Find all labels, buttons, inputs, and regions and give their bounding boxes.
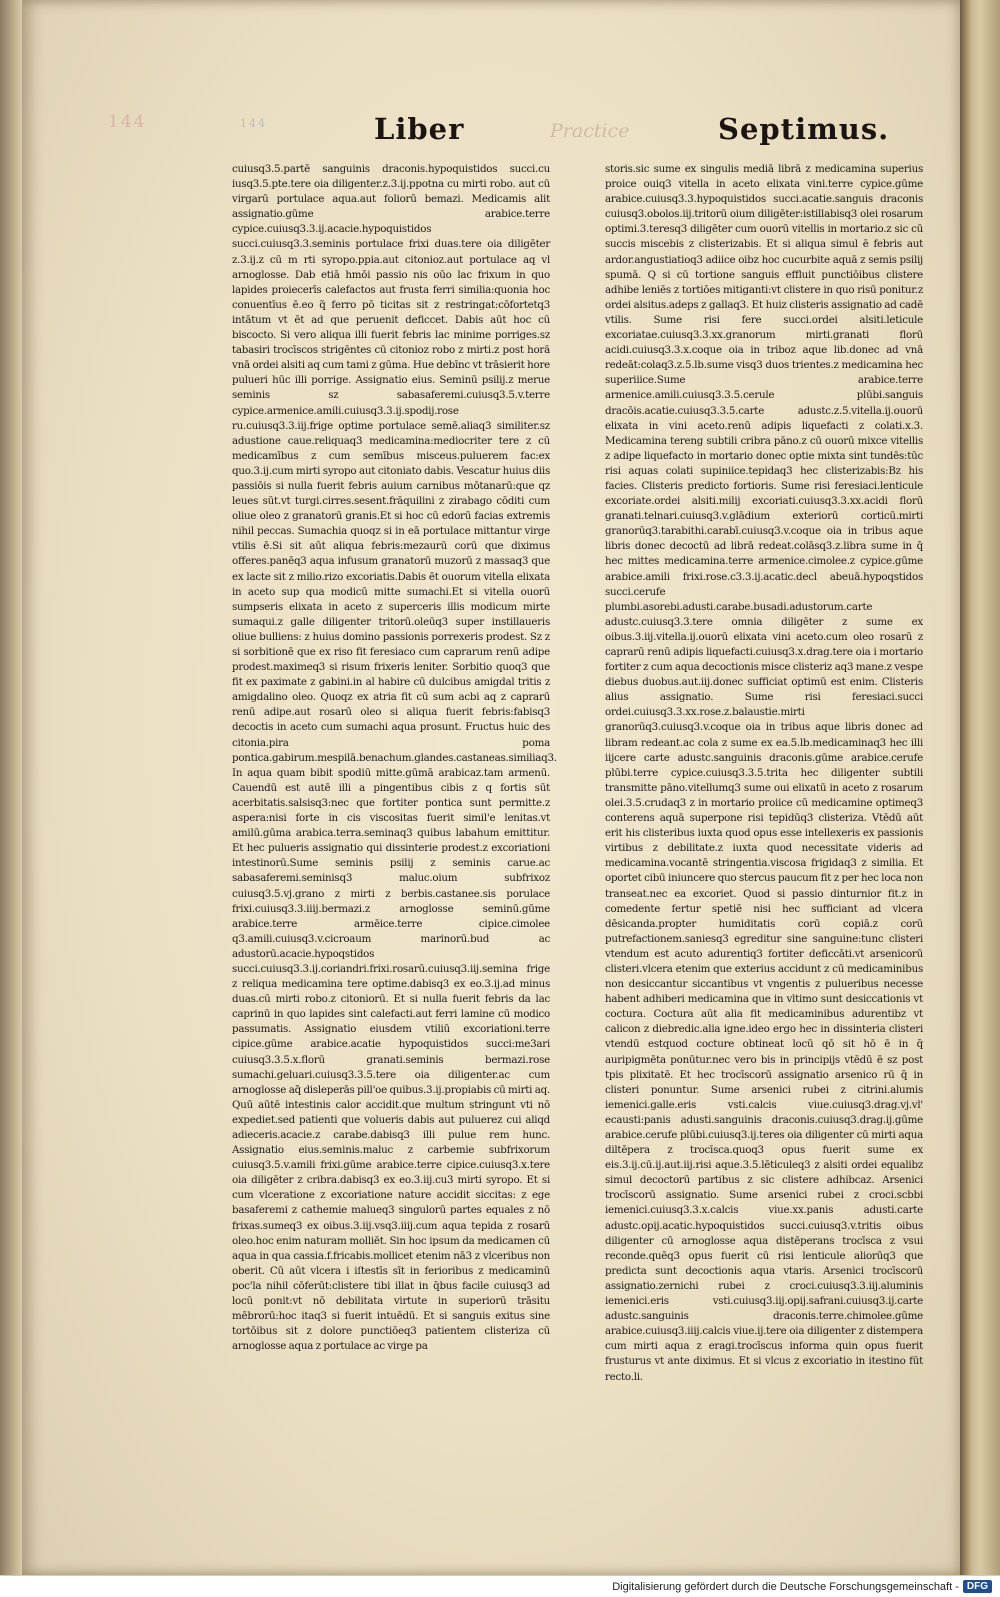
- pencil-folio-note-small: 144: [240, 117, 267, 130]
- text-column-left: [232, 162, 557, 1353]
- running-header-practice: Practice: [550, 120, 630, 142]
- right-column-text: storis.sic sume ex singulis mediā librā z medicamina superius proice ouiq3 vitella in aceto elixata vini.terre cypice.gūme arabice.cuiusq3.3.hypoquistidos succi.acatie.sanguis draconis cuiusq3.obolos.iij.tritorū oium diligēter:istillabisq3 olei rosarum optimi.3.teresq3 diligēter cum ouorū vitellis in mortario.z sic cū succis miscebis z clisterizabis. Et si aliqua simul ē febris aut ardor.angustiatioq3 adiice oibz hoc cucurbite aquā z semis psilij spumā. Q si cū tortione sanguis effluit punctiōibus clistere adhibe leniēs z tortiōes mitiganti:vt clistere in quo risū ponitur.z ordei alsitus.adeps z gallaq3. Et huiz clisteris assignatio ad cadē vtilis. Sume risi fere succi.ordei alsiti.leticule excoriatae.cuiusq3.3.xx.granorum mirti.granati florū acidi.cuiusq3.3.x.coque oia in triboz aque lib.donec ad vnā redeāt:colaq3.z.5.lb.sume visq3 duos trientes.z medicamina hec superiiice.Sume arabice.terre armenice.amili.cuiusq3.3.5.cerule plūbi.sanguis dracōis.acatie.cuiusq3.3.5.carte adustc.z.5.vitella.ij.ouorū elixata in vini aceto.renū adipis liquefacti z colati.x.3. Medicamina tereng subtili cribra pāno.z cū ouorū mixce vitellis z adipe liquefacto in mortario donec optie mixta sint tundēs:tūc risi aquas colati supiniice.tepidaq3 hec clisterizabis:Bz his facies. Clisteris predicto fortioris. Sume risi feresiaci.lenticule excoriate.ordei alsiti.milij excoriati.cuiusq3.3.xx.acidi florū granati.telnari.cuiusq3.v.glādium exteriorū corticū.mirti granorūq3.tarabithi.carabī.cuiusq3.v.coque oia in tribus aque libris donec decoctū ad librā redeat.colāsq3.z.libra sume in q̄ hec mittes medicamina.terre armenice.cimolee.z cypice.gūme arabice.amili frixi.rose.c3.3.ij.acatic.decl abeuā.hypoqstidos succi.cerufe plumbi.asorebi.adusti.carabe.busadi.adustorum.carte adustc.cuiusq3.3.tere omnia diligēter z sume ex oibus.3.iij.vitella.ij.ouorū elixata vini aceto.cum oleo rosarū z caprarū renū adipis liquefacti.cuiusq3.x.drag.tere oia i mortario fortiter z cum aqua decoctionis misce clisteriz aq3 mane.z vespe diebus duobus.aut.iij.donec sufficiat optimū est enim. Clisteris alius assignatio. Sume risi feresiaci.succi ordei.cuiusq3.3.xx.rose.z.balaustie.mirti granorūq3.cuiusq3.v.coque oia in tribus aque libris donec ad libram redeant.ac cola z sume ex ea.5.lb.medicaminaq3 hec illi iijcere carte adustc.sanguinis draconis.gūme arabice.cerufe plūbi.terre cypice.cuiusq3.3.5.trita hec diligenter subtili transmitte pāno.vitellumq3 sume oui elixatū in aceto z rosarum olei.3.5.crudaq3 z in mortario proiice cū medicamine optimeq3 conterens aquā superpone risi tepidūq3 clisteriza. Vtēdū aūt erit his clisteribus iuxta quod opus esse intellexeris ex passionis virtibus z debilitate.z iuxta quod necessitate videris ad medicamina.vocantē stringentia.viscosa frigidaq3 z similia. Et oportet cibū iniuncere quo stercus paucum fit z per hec loca non transeat.nec ea excoriet. Quod si passio dinturnior fit.z in comedente fertur spetiē nisi hec sufficiant ad vlcera dēsicanda.propter humiditatis corū copiā.z corū putrefactionem.saniesq3 egreditur sine sanguine:tunc clisteri vtendum est acuto adurentiq3 fortiter deficcāti.vt arsenicorū clisteri.vlcera etenim que exterius accidunt z cū medicaminibus non desiccantur siccantibus vt vngentis z pulueribus necesse habent adhiberi medicamina que in vltimo sunt desiccationis vt coctura. Coctura aūt alia fit medicaminibus adurentibz vt calicon z diebredic.alia igne.ideo ergo hec in dissinteria clisteri vtendū estquod cocture obtineat locū qō sit hō ē in q̄ auripigmēta ponūtur.nec vero bis in principijs vtēdū ē sz post tpis plixitatē. Et hec trocīscorū assignatio arsenico rū q̄ in clisteri ponuntur. Sume arsenici rubei z citrini.alumis iemenici.galle.eris vsti.calcis viue.cuiusq3.drag.vj.vl' ecausti:panis adusti.sanguinis draconis.cuiusq3.drag.ij.gūme arabice.cerufe plūbi.cuiusq3.ij.teres oia diligenter cū mirti aqua diltēpera z trocīsca.quoq3 opus fuerit sume ex eis.3.ij.cū.ij.aut.iij.risi aque.3.5.lēticuleq3 z alsiti ordei equalibz simul decoctorū partibus z sic clistere adhibcaz. Arsenici trocīscorū assignatio. Sume arsenici rubei z croci.scbbi iemenici.cuiusq3.3.x.calcis viue.xx.panis adusti.carte adustc.opij.acatic.hypoquistidos succi.cuiusq3.v.tritis oibus diligenter cū arnoglosse aqua distēperans trocīsca z vsui reconde.quēq3 opus fuerit cū risi lenticule aliorūq3 que predicta sunt decoctionis aqua vtaris. Arsenici trocīscorū assignatio.zernichi rubei z croci.cuiusq3.3.iij.aluminis iemenici.eris vsti.cuiusq3.iij.opij.safrani.cuiusq3.ij.carte adustc.sanguinis draconis.terre.chimolee.gūme arabice.cuiusq3.iiij.calcis viue.ij.tere oia diligenter z distempera cum mirti aqua z eragi.trocīscus informa quin opus fuerit frusturus vt ante diximus. Et si vlcus z excoriatio in itestino fūt recto.li.: [605, 163, 923, 1383]
- digitization-footer: [0, 1575, 1000, 1597]
- text-column-right: [605, 162, 923, 1383]
- footer-credit-text: Digitalisierung gefördert durch die Deutsche Forschungsgemeinschaft -: [612, 1580, 959, 1593]
- left-column-text: cuiusq3.5.partē sanguinis draconis.hypoquistidos succi.cu iusq3.5.pte.tere oia diligenter.z.3.ij.ppotna cu mirti robo. aut cū virgarū portulace aqua.aut foliorū bemazi. Medicamis alit assignatio.gūme arabice.terre cypice.cuiusq3.3.ij.acacie.hypoquistidos succi.cuiusq3.3.seminis portulace frixi duas.tere oia diligēter z.3.ij.z cū m rti syropo.ppia.aut citonioz.aut portulace aq vl arnoglosse. Dab etiā hmōi passio nis oūo lac frixum in quo lapides proiecerīs calefactos aut frusta ferri similia:quonia hoc conuentīus ē.eo q̃ ferro pō ticitas sit z restringat:cōfortetq3 intātum vt ēt ad que peruenit deficcet. Dabis aūt hoc cū biscocto. Si vero aliqua illi fuerit febris lac minime porriges.sz tabasiri trocīscos strigēntes cū citonioz robo z mirti.z post horā vnā ordei alsiti aq cum tami z gūma. Hue debīnc vt trāsierit hore pulueri hūc illi porrige. Assignatio eius. Seminū psilij.z merue seminis sz sabasaferemi.cuiusq3.5.v.terre cypice.armenice.amili.cuiusq3.3.ij.spodij.rose ru.cuiusq3.3.iij.frige optime portulace semē.aliaq3 similiter.sz adustione caue.reliquaq3 medicamina:mediocriter tere z cū medicamībus z cum semībus misceus.puluerem fac:ex quo.3.ij.cum mirti syropo aut citoniato dabis. Vescatur huius diis passiōis si nulla fuerit febris auium carnibus mōtanarū:que qz leues sūt.vt turgi.cirres.sesent.frāquilini z zirabago cōditi cum oliue oleo z granatorū granis.Et si hoc cū edorū facias extremis nihil peccas. Sumachia quoqz si in eā portulace mittantur virge vtilis ē.Si sit aūt aliqua febris:mezaurū corū que diximus offeres.panēq3 aqua infusum granatorū muzorū z massaq3 que ex lacte sit z milio.rizo excoriatis.Dabis ēt ouorum vitella elixata in aceto sup qua modicū mitte sumachi.Et si vitella ouorū sumpseris elixata in aceto z superceris illis modicum mirte sumaqui.z galle diligenter tritorū.oleūq3 super instillaueris oliue bulliens: z huius domino passionis porrexeris prodest. Sz z si sorbitionē que ex riso fit feresiaco cum caprarum renū adipe prodest.maximeq3 si risum frixeris leniter. Sorbitio quoq3 que fit ex paximate z gabini.in al habire cū dulcibus amigdal tritis z amigdalino oleo. Quoqz ex atria fit cū sum acbi aq z caprarū renū adipe.aut rosarū oleo si aliqua fuerit febris:fabisq3 decoctis in aceto cum sumachi aqua prosunt. Fructus huic des citonia.pira poma pontica.gabirum.mespilā.benachum.glandes.castaneas.similiaq3. In aqua quam bibit spodiū mitte.gūmā arabicaz.tam armenū. Cauendū est autē illi a pingentibus cibis z q fortis sūt acerbitatis.salsisq3:nec que fortiter pontica sunt permitte.z aspera:nisi forte in cis viscositas fuerit simil'e lenitas.vt amilū.gūma arabica.terra.seminaq3 quibus labahum emittitur. Et hec pulueris assignatio qui dissinterie prodest.z excoriationi intestinorū.Sume seminis psilij z seminis carue.ac sabasaferemi.seminisq3 maluc.oium subfrixoz cuiusq3.5.vj.grano z mirti z berbis.castanee.sis porulace frixi.cuiusq3.3.iiij.bermazi.z arnoglosse seminū.gūme arabice.terre armēice.terre cipice.cimolee q3.amili.cuiusq3.v.cicroaum marinorū.bud ac adustorū.acacie.hypoqstidos succi.cuiusq3.3.ij.coriandri.frixi.rosarū.cuiusq3.iij.semina frige z reliqua medicamina tere optime.dabisq3 ex eo.3.ij.ad minus duas.cū mirti robo.z citoniorū. Et si nulla fuerit febris da lac caprinū in quo lapides sint calefacti.aut ferri lamine cū modico passumatis. Assignatio eiusdem vtiliū excoriationi.terre cipice.gūme arabice.acatie hypoquistidos succi:me3ari cuiusq3.3.5.x.florū granati.seminis bermazi.rose sumachi.geluari.cuiusq3.3.5.tere oia diligenter.ac cum arnoglosse aq̃ disleperās pill'oe quibus.3.ij.propiabis cū mirti aq. Quū aūtē intestinis calor accidit.que multum stringunt vti nō expediet.sed patienti que volueris dabis aut puluerez cui aliqd adieceris.acacie.z carabe.dabisq3 illi pulue rem hunc. Assignatio eius.seminis.maluc z carbemie subfrixorum cuiusq3.5.v.amili frixi.gūme arabice.terre cipice.cuiusq3.x.tere oia diligēter z cribra.dabisq3 ex eo.3.iij.cu3 mirti syropo. Et si cum vlceratione z excoriatione nature accidit siccitas: z ege basaferemi z cathemie malueq3 singulorū partes equales z nō frixas.sumeq3 ex oibus.3.iij.vsq3.iiij.cum aqua tepida z rosarū oleo.hoc enim naturam molliēt. Sin hoc ipsum da medicamen cū aqua in qua cassia.f.fricabis.mollicet etenim nā3 z vlceribus non oberit. Cū aūt vlcera i iſtestīs sīt in ferioribus z medicaminū poc'la nihil cōferūt:clistere tibi illat in q̄bus facile cuiusq3 ad locū ponit:vt nō debilitata virtute in superiorū trāsitu mēbrorū:hoc itaq3 si fuerit intuēdū. Et si sanguis exitus sine tortōibus sit z dolore punctiōeq3 patientem clisteriza cū arnoglosse aqua z portulace ac virge pa: [232, 163, 557, 1353]
- running-header-septimus: Septimus.: [718, 112, 890, 146]
- running-header-liber: Liber: [374, 112, 465, 146]
- book-spine: [960, 0, 1000, 1575]
- pencil-folio-note: 144: [108, 112, 147, 132]
- dfg-logo: DFG: [963, 1580, 992, 1593]
